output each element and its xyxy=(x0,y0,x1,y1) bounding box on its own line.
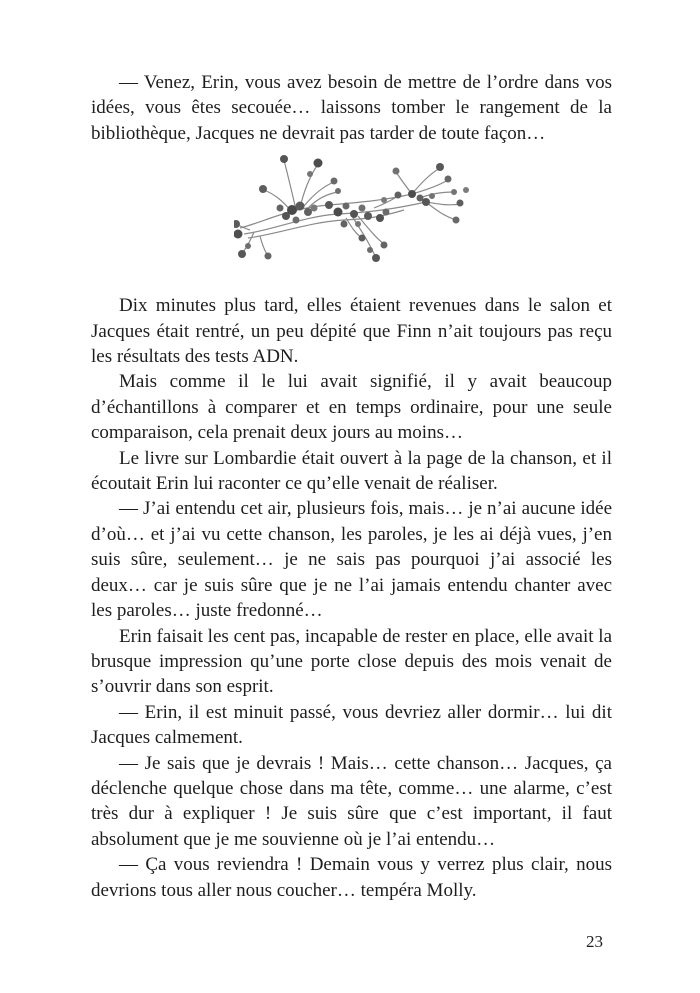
berry-branch-image xyxy=(234,150,470,268)
berry-branch-svg xyxy=(234,150,470,268)
paragraph: Le livre sur Lombardie était ouvert à la page de la chanson, et il écoutait Erin lui raconter ce qu’elle venait de réaliser. xyxy=(91,447,612,495)
paragraph: Mais comme il le lui avait signifié, il y avait beaucoup d’échantillons à comparer et en temps ordinaire, pour une seule comparaison, cela prenait deux jours au moins… xyxy=(91,371,612,444)
page-text-block xyxy=(91,70,612,903)
paragraph: — Ça vous reviendra ! Demain vous y verrez plus clair, nous devrions tous aller nous coucher… tempéra Molly. xyxy=(91,854,612,901)
page-number: 23 xyxy=(586,932,603,951)
paragraph: Dix minutes plus tard, elles étaient revenues dans le salon et Jacques était rentré, un peu dépité que Finn n’ait toujours pas reçu les résultats des tests ADN. xyxy=(91,295,612,368)
paragraph: — Venez, Erin, vous avez besoin de mettre de l’ordre dans vos idées, vous êtes secouée… laissons tomber le rangement de la bibliothèque, Jacques ne devrait pas tarder de toute façon… xyxy=(91,72,612,144)
paragraph: — Je sais que je devrais ! Mais… cette chanson… Jacques, ça déclenche quelque chose dans ma tête, comme… une alarme, c’est très dur à expliquer ! Je suis sûre que c’est important, il faut absolument que je me souvienne où je l’ai entendu… xyxy=(91,752,612,850)
paragraph: Erin faisait les cent pas, incapable de rester en place, elle avait la brusque impression qu’une porte close depuis des mois venait de s’ouvrir dans son esprit. xyxy=(91,625,612,698)
paragraph: — J’ai entendu cet air, plusieurs fois, mais… je n’ai aucune idée d’où… et j’ai vu cette chanson, les paroles, je les ai déjà vues, j’en suis sûre, seulement… je ne sais pas pourquoi j’ai associé les deux… car je suis sûre que je ne l’ai jamais entendu chanter avec les paroles… juste fredonné… xyxy=(91,498,612,622)
paragraph: — Erin, il est minuit passé, vous devriez aller dormir… lui dit Jacques calmement. xyxy=(91,701,612,749)
